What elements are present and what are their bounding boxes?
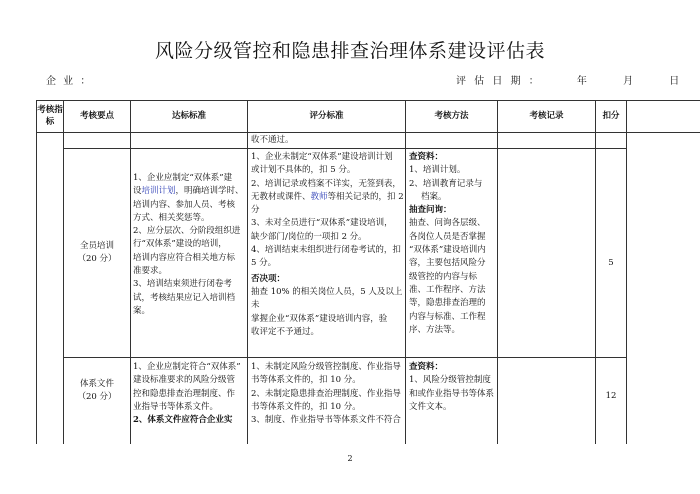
veto-line: 抽查 10% 的相关岗位人员，5 人及以上未 [251, 286, 403, 311]
table-top-border [36, 100, 700, 101]
assessment-date [456, 72, 700, 87]
year-label: 年 [576, 76, 589, 87]
training-plan-link: 培训计划 [141, 186, 176, 197]
method-line: 1、培训计划。 [409, 165, 466, 176]
standard-line: 培训内容、参加人员、考核 [133, 199, 236, 210]
standard-line: 2、应分层次、分阶段组织进 [133, 226, 241, 237]
standard-line: 2、体系文件应符合企业实 [133, 415, 233, 426]
standard-line: 建设标准要求的风险分级管 [133, 375, 236, 386]
row2-score: 12 [605, 391, 617, 401]
day-label: 日 [669, 76, 682, 87]
method-line: “双体系”建设培训内 [409, 245, 486, 256]
criteria-line: 3、未对全员进行“双体系”建设培训， [251, 218, 393, 229]
criteria-line: 分 [251, 205, 260, 216]
header-indicator: 考核指标 [37, 105, 63, 127]
method-line: 内容与标准、工作程 [409, 311, 486, 322]
row2-criteria [251, 361, 404, 444]
method-line: 和或作业指导书等体系 [409, 388, 495, 399]
criteria-line: 3、制度、作业指导书等体系文件不符合 [251, 415, 401, 426]
col-line-4 [405, 100, 406, 444]
method-line: 档案。 [421, 191, 447, 202]
criteria-line: 2、未制定隐患排查治理制度、作业指导 [251, 388, 401, 399]
criteria-line: 2、培训记录或档案不详实，无签到表， [251, 178, 401, 189]
company-label: 企 业 ： [46, 76, 93, 87]
row1-method [409, 151, 496, 337]
standard-line: 3、培训结束须进行闭卷考 [133, 279, 232, 290]
criteria-line: 1、企业未制定“双体系”建设培训计划 [251, 152, 393, 162]
row1-standard [133, 172, 246, 318]
method-line: 各岗位人员是否掌握 [409, 231, 486, 242]
row2-key-point-name: 体系文件 [79, 379, 114, 389]
standard-line: 案。 [133, 305, 151, 316]
document-title: 风险分级管控和隐患排查治理体系建设评估表 [154, 40, 545, 62]
row-divider [63, 357, 626, 358]
header-score: 扣分 [602, 111, 620, 121]
method-line: 1、风险分级管控制度 [409, 375, 491, 386]
spot-check-label: 抽查问询： [409, 205, 452, 216]
row1-key-point-score: （20 分） [77, 254, 117, 265]
date-label: 评 估 日 期 ： [456, 76, 541, 87]
header-standard: 达标标准 [171, 111, 206, 121]
standard-line: 1、企业应制定“双体系”建 [133, 173, 233, 183]
criteria-line: 5 分。 [251, 258, 277, 269]
page-number: 2 [347, 454, 353, 463]
standard-line: 培训内容应符合相关地方标 [133, 252, 236, 263]
col-line-7 [626, 100, 627, 444]
row2-method [409, 361, 496, 444]
veto-line: 收评定不予通过。 [251, 326, 320, 337]
veto-line: 掌握企业“双体系”建设培训内容，验 [251, 313, 388, 324]
standard-line: 1、企业应制定符合“双体系” [133, 362, 241, 372]
veto-label: 否决项： [251, 273, 286, 284]
col-line-3 [247, 100, 248, 444]
standard-line: 行“双体系”建设的培训， [133, 239, 227, 250]
header-key-points: 考核要点 [79, 111, 114, 121]
row1-key-point-name: 全员培训 [79, 241, 114, 251]
standard-line: 方式、相关奖惩等。 [133, 212, 210, 223]
method-line: 文件文本。 [409, 401, 452, 412]
method-line: 级管控的内容与标 [409, 271, 478, 282]
criteria-line: 无教材或课件、教师等相关记录的，扣 2 [251, 191, 404, 202]
method-line: 2、培训教育记录与 [409, 178, 483, 189]
continuation-row-border [63, 148, 626, 149]
criteria-line: 4、培训结束未组织进行闭卷考试的，扣 [251, 245, 401, 256]
criteria-line: 或计划不具体的，扣 5 分。 [251, 165, 356, 176]
continuation-criteria: 收不通过。 [251, 135, 294, 145]
col-line-5 [497, 100, 498, 444]
standard-line: 准要求。 [133, 266, 168, 277]
header-criteria: 评分标准 [309, 111, 344, 121]
col-line-2 [130, 100, 131, 444]
method-line: 抽查、问询各层级、 [409, 218, 486, 229]
standard-line: 业指导书等体系文件。 [133, 401, 219, 412]
criteria-line: 1、未制定风险分级管控制度、作业指导 [251, 362, 401, 372]
header-bottom-border [36, 132, 700, 133]
method-line: 等，隐患排查治理的 [409, 298, 486, 309]
check-docs-label: 查资料： [409, 152, 444, 162]
method-line: 准、工作程序、方法 [409, 284, 486, 295]
row1-criteria [251, 151, 404, 339]
standard-line: 试，考核结果应记入培训档 [133, 292, 236, 303]
col-line-0 [36, 100, 37, 444]
method-line: 容，主要包括风险分 [409, 258, 486, 269]
row1-key-point [64, 240, 130, 267]
header-method: 考核方法 [434, 111, 469, 121]
standard-line: 控和隐患排查治理制度、作 [133, 388, 236, 399]
criteria-line: 书等体系文件的，扣 10 分。 [251, 375, 361, 386]
standard-line: 设培训计划，明确培训学时、 [133, 186, 244, 197]
row2-standard [133, 361, 246, 444]
method-line: 序、方法等。 [409, 324, 461, 335]
teacher-link: 教师 [310, 191, 328, 202]
criteria-line: 书等体系文件的，扣 10 分。 [251, 401, 361, 412]
header-record: 考核记录 [529, 111, 564, 121]
row2-key-point [64, 378, 130, 405]
row1-score: 5 [608, 258, 614, 268]
check-docs-label: 查资料： [409, 362, 444, 372]
row2-key-point-score: （20 分） [77, 392, 117, 403]
criteria-line: 缺少部门/岗位的一项扣 2 分。 [251, 231, 367, 242]
month-label: 月 [623, 76, 636, 87]
